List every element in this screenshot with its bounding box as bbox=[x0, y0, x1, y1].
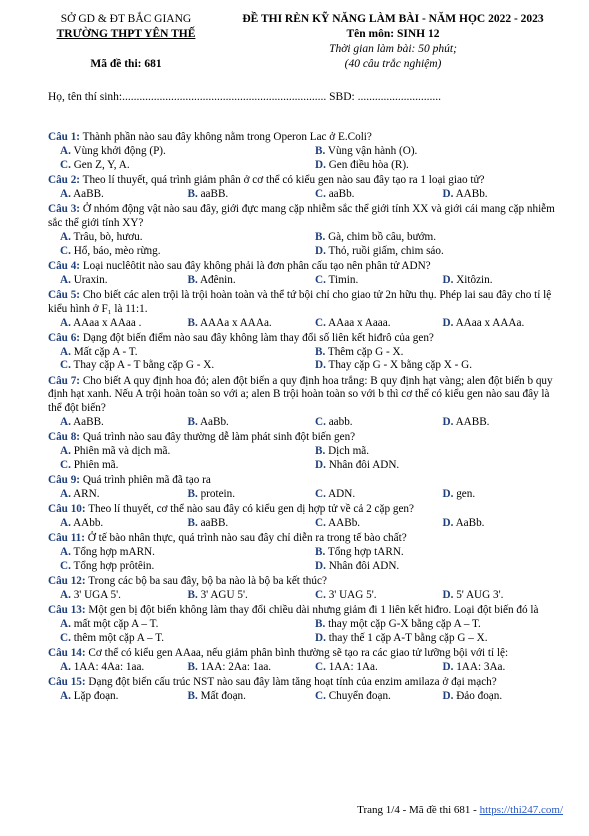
answer-option bbox=[303, 459, 558, 473]
option-text: mất một cặp A – T. bbox=[73, 618, 159, 631]
question-label: Câu 7: bbox=[48, 374, 81, 387]
question-count: (40 câu trắc nghiệm) bbox=[344, 58, 442, 70]
option-text: Thay cặp G - X bằng cặp X - G. bbox=[328, 359, 473, 372]
question-body: Ở tế bào nhân thực, quá trình nào sau đây chỉ diễn ra trong tế bào chất? bbox=[87, 532, 407, 545]
option-text: aaBB. bbox=[200, 517, 229, 530]
question-6 bbox=[48, 332, 558, 374]
answer-option bbox=[48, 159, 303, 173]
question-2 bbox=[48, 174, 558, 202]
option-text: Mất cặp A - T. bbox=[73, 345, 138, 358]
subject-name: Tên môn: SINH 12 bbox=[346, 28, 440, 40]
option-letter: A. bbox=[60, 416, 71, 429]
answer-option bbox=[303, 690, 431, 704]
answer-option bbox=[431, 589, 559, 603]
option-text: ADN. bbox=[328, 488, 356, 501]
option-letter: D. bbox=[442, 589, 454, 602]
question-text bbox=[48, 604, 558, 618]
option-text: aabb. bbox=[328, 416, 353, 429]
option-text: Vùng khởi động (P). bbox=[73, 144, 166, 157]
question-14 bbox=[48, 647, 558, 675]
question-13 bbox=[48, 604, 558, 646]
question-label: Câu 4: bbox=[48, 259, 81, 272]
option-text: 5' AUG 3'. bbox=[456, 589, 504, 602]
header-right bbox=[218, 12, 568, 72]
option-text: Tổng hợp prôtêin. bbox=[73, 560, 155, 573]
option-text: 1AA: 2Aa: 1aa. bbox=[200, 660, 272, 673]
option-letter: D. bbox=[315, 459, 326, 472]
answer-option bbox=[176, 416, 304, 430]
question-label: Câu 15: bbox=[48, 676, 86, 689]
option-letter: A. bbox=[60, 345, 71, 358]
option-text: AaBb. bbox=[199, 416, 229, 429]
answer-option bbox=[48, 546, 303, 560]
option-text: AAaa x AAAa. bbox=[455, 316, 525, 329]
option-letter: C. bbox=[315, 488, 326, 501]
answer-option bbox=[303, 517, 431, 531]
option-letter: C. bbox=[315, 589, 326, 602]
option-text: thêm một cặp A – T. bbox=[73, 631, 165, 644]
answer-option bbox=[303, 274, 431, 288]
question-text bbox=[48, 332, 558, 346]
answer-option bbox=[431, 416, 559, 430]
question-text bbox=[48, 503, 558, 517]
option-text: Chuyển đoạn. bbox=[328, 689, 391, 702]
question-text bbox=[48, 474, 558, 488]
option-letter: D. bbox=[315, 244, 326, 257]
answer-option bbox=[48, 690, 176, 704]
option-letter: B. bbox=[187, 689, 198, 702]
option-letter: B. bbox=[315, 546, 326, 559]
answer-option bbox=[48, 445, 303, 459]
option-letter: A. bbox=[60, 689, 71, 702]
option-letter: D. bbox=[315, 631, 326, 644]
question-body: Một gen bị đột biến không làm thay đổi chiều dài nhưng giảm đi 1 liên kết hiđro. Loại đột biến đó là bbox=[88, 604, 539, 617]
option-letter: C. bbox=[315, 517, 326, 530]
option-text: AABB. bbox=[455, 416, 490, 429]
option-letter: D. bbox=[442, 416, 454, 429]
option-text: Dịch mã. bbox=[328, 445, 370, 458]
answer-option bbox=[303, 359, 558, 373]
answer-option bbox=[48, 589, 176, 603]
question-4 bbox=[48, 260, 558, 288]
student-name-label: Họ, tên thí sinh:....................................................................... bbox=[48, 91, 327, 103]
option-text: Thỏ, ruồi giấm, chim sáo. bbox=[328, 244, 444, 257]
option-text: Hổ, báo, mèo rừng. bbox=[73, 244, 161, 257]
option-letter: A. bbox=[60, 660, 71, 673]
option-text: Gen Z, Y, A. bbox=[73, 158, 130, 171]
option-letter: A. bbox=[60, 187, 71, 200]
question-body: Loại nuclêôtit nào sau đây không phải là đơn phân cấu tạo nên phân tử ADN? bbox=[82, 259, 431, 272]
option-letter: D. bbox=[442, 488, 454, 501]
answer-option bbox=[303, 589, 431, 603]
answer-option bbox=[303, 188, 431, 202]
question-label: Câu 12: bbox=[48, 575, 86, 588]
question-label: Câu 1: bbox=[48, 131, 81, 143]
question-9 bbox=[48, 474, 558, 502]
question-text bbox=[48, 131, 558, 145]
answer-option bbox=[431, 517, 559, 531]
question-text bbox=[48, 647, 558, 661]
question-body: Cho biết các alen trội là trội hoàn toàn và thể tứ bội chỉ cho giao tử 2n hữu thụ. Phép lai sau đây cho tỉ lệ kiểu hình ở F₁ là 11:1. bbox=[48, 288, 552, 315]
school-name: TRƯỜNG THPT YÊN THẾ bbox=[56, 28, 196, 40]
answer-option bbox=[48, 661, 176, 675]
question-body: Trong các bộ ba sau đây, bộ ba nào là bộ ba kết thúc? bbox=[88, 575, 327, 588]
option-text: Gà, chim bồ câu, bướm. bbox=[328, 230, 437, 243]
question-label: Câu 14: bbox=[48, 647, 86, 660]
question-body: Ở nhóm động vật nào sau đây, giới đực mang cặp nhiễm sắc thể giới tính XX và giới cái mang cặp nhiễm sắc thể giới tính XY? bbox=[48, 202, 555, 229]
footer-link[interactable]: https://thi247.com/ bbox=[479, 804, 563, 816]
answer-option bbox=[48, 274, 176, 288]
answer-option bbox=[48, 359, 303, 373]
answer-option bbox=[176, 589, 304, 603]
question-text bbox=[48, 203, 558, 231]
option-letter: B. bbox=[187, 517, 198, 530]
option-text: Xitôzin. bbox=[456, 273, 493, 286]
option-letter: A. bbox=[60, 488, 71, 501]
answer-option bbox=[48, 188, 176, 202]
question-body: Quá trình nào sau đây thường dễ làm phát sinh đột biến gen? bbox=[82, 431, 356, 444]
option-text: Timin. bbox=[328, 273, 359, 286]
option-text: Tổng hợp mARN. bbox=[73, 546, 155, 559]
option-letter: A. bbox=[60, 230, 71, 243]
option-letter: B. bbox=[187, 187, 198, 200]
option-letter: D. bbox=[315, 359, 326, 372]
option-letter: B. bbox=[315, 230, 326, 243]
option-text: 1AA: 4Aa: 1aa. bbox=[73, 660, 145, 673]
option-letter: A. bbox=[60, 273, 71, 286]
answer-option bbox=[48, 632, 303, 646]
option-text: Gen điều hòa (R). bbox=[328, 158, 409, 171]
question-12 bbox=[48, 575, 558, 603]
option-text: AaBb. bbox=[455, 517, 485, 530]
option-text: Mất đoạn. bbox=[200, 689, 246, 702]
sbd-label: SBD: ............................. bbox=[329, 91, 441, 103]
answer-option bbox=[176, 274, 304, 288]
option-text: Trâu, bò, hươu. bbox=[73, 230, 143, 243]
option-letter: A. bbox=[60, 618, 71, 631]
answer-option bbox=[176, 517, 304, 531]
option-text: 1AA: 1Aa. bbox=[328, 660, 378, 673]
option-text: AAbb. bbox=[73, 517, 104, 530]
option-text: Nhân đôi ADN. bbox=[328, 459, 400, 472]
option-letter: D. bbox=[442, 689, 454, 702]
option-letter: D. bbox=[315, 158, 326, 171]
answer-option bbox=[48, 618, 303, 632]
answer-option bbox=[176, 661, 304, 675]
question-label: Câu 11: bbox=[48, 532, 85, 545]
answer-option bbox=[431, 690, 559, 704]
answer-option bbox=[176, 690, 304, 704]
option-letter: C. bbox=[315, 187, 326, 200]
option-text: 3' AGU 5'. bbox=[200, 589, 248, 602]
option-letter: C. bbox=[315, 416, 326, 429]
option-letter: C. bbox=[315, 689, 326, 702]
answer-option bbox=[303, 560, 558, 574]
question-list bbox=[48, 131, 558, 705]
option-letter: C. bbox=[60, 244, 71, 257]
option-text: Đảo đoạn. bbox=[456, 689, 503, 702]
answer-option bbox=[48, 231, 303, 245]
option-letter: A. bbox=[60, 589, 71, 602]
answer-option bbox=[48, 145, 303, 159]
option-text: AABb. bbox=[455, 187, 488, 200]
option-text: Tổng hợp tARN. bbox=[327, 546, 404, 559]
question-label: Câu 10: bbox=[48, 503, 86, 516]
answer-option bbox=[176, 317, 304, 331]
answer-option bbox=[303, 546, 558, 560]
answer-option bbox=[48, 488, 176, 502]
option-text: thay một cặp G-X bằng cặp A – T. bbox=[328, 618, 481, 631]
answer-option bbox=[303, 317, 431, 331]
exam-time: Thời gian làm bài: 50 phút; bbox=[329, 43, 457, 55]
option-letter: B. bbox=[315, 144, 326, 157]
option-text: protein. bbox=[200, 488, 236, 501]
answer-option bbox=[303, 245, 558, 259]
answer-option bbox=[48, 459, 303, 473]
student-info bbox=[48, 91, 441, 103]
option-letter: C. bbox=[315, 660, 326, 673]
option-letter: A. bbox=[60, 546, 71, 559]
question-label: Câu 8: bbox=[48, 431, 81, 444]
question-3 bbox=[48, 203, 558, 259]
option-text: Phiên mã và dịch mã. bbox=[73, 445, 171, 458]
answer-option bbox=[48, 517, 176, 531]
answer-option bbox=[431, 188, 559, 202]
answer-option bbox=[176, 488, 304, 502]
option-letter: B. bbox=[315, 618, 326, 631]
question-5 bbox=[48, 289, 558, 331]
page-footer bbox=[357, 804, 563, 816]
option-text: AAaa x Aaaa. bbox=[328, 316, 391, 329]
option-letter: C. bbox=[60, 359, 71, 372]
question-text bbox=[48, 289, 558, 317]
option-text: Nhân đôi ADN. bbox=[328, 560, 400, 573]
option-text: AAAa x AAAa. bbox=[199, 316, 272, 329]
option-letter: A. bbox=[60, 144, 71, 157]
option-letter: A. bbox=[60, 445, 71, 458]
question-text bbox=[48, 375, 558, 417]
question-label: Câu 3: bbox=[48, 202, 81, 215]
option-text: 3' UAG 5'. bbox=[328, 589, 377, 602]
option-letter: D. bbox=[442, 187, 454, 200]
question-body: Dạng đột biến cấu trúc NST nào sau đây làm tăng hoạt tính của enzim amilaza ở đại mạch? bbox=[88, 676, 497, 689]
header-left bbox=[36, 12, 216, 42]
option-letter: D. bbox=[315, 560, 326, 573]
answer-option bbox=[431, 274, 559, 288]
question-7 bbox=[48, 375, 558, 431]
dept-name: SỞ GD & ĐT BẮC GIANG bbox=[60, 13, 192, 25]
answer-option bbox=[303, 231, 558, 245]
option-text: Vùng vận hành (O). bbox=[327, 144, 418, 157]
answer-option bbox=[303, 445, 558, 459]
option-text: AABb. bbox=[328, 517, 361, 530]
question-text bbox=[48, 174, 558, 188]
option-letter: A. bbox=[60, 517, 71, 530]
answer-option bbox=[303, 488, 431, 502]
option-letter: C. bbox=[60, 158, 71, 171]
question-11 bbox=[48, 532, 558, 574]
answer-option bbox=[431, 317, 559, 331]
answer-option bbox=[48, 560, 303, 574]
question-body: Theo lí thuyết, cơ thể nào sau đây có kiểu gen dị hợp tử về cả 2 cặp gen? bbox=[88, 503, 414, 516]
option-letter: C. bbox=[60, 459, 71, 472]
option-letter: B. bbox=[187, 273, 198, 286]
question-body: Cơ thể có kiểu gen AAaa, nếu giảm phân bình thường sẽ tạo ra các giao tử lưỡng bội với tỉ lệ: bbox=[88, 647, 509, 660]
option-text: Thay cặp A - T bằng cặp G - X. bbox=[73, 359, 215, 372]
question-text bbox=[48, 575, 558, 589]
answer-option bbox=[176, 188, 304, 202]
footer-text: Trang 1/4 - Mã đề thi 681 - bbox=[357, 804, 480, 816]
answer-option bbox=[303, 145, 558, 159]
option-text: ARN. bbox=[73, 488, 100, 501]
answer-option bbox=[48, 416, 176, 430]
option-text: Lặp đoạn. bbox=[73, 689, 119, 702]
option-text: 1AA: 3Aa. bbox=[456, 660, 506, 673]
exam-code: Mã đề thi: 681 bbox=[90, 58, 162, 70]
option-text: Thêm cặp G - X. bbox=[327, 345, 404, 358]
option-letter: C. bbox=[315, 273, 326, 286]
question-label: Câu 13: bbox=[48, 604, 86, 617]
question-10 bbox=[48, 503, 558, 531]
question-text bbox=[48, 260, 558, 274]
option-letter: A. bbox=[60, 316, 71, 329]
question-body: Dạng đột biến điểm nào sau đây không làm thay đổi số liên kết hiđrô của gen? bbox=[82, 331, 434, 344]
option-letter: D. bbox=[442, 517, 454, 530]
option-letter: B. bbox=[187, 416, 198, 429]
question-8 bbox=[48, 431, 558, 473]
option-text: AaBB. bbox=[73, 416, 104, 429]
option-letter: B. bbox=[187, 589, 198, 602]
option-text: Phiên mã. bbox=[73, 459, 119, 472]
option-letter: D. bbox=[442, 273, 454, 286]
question-body: Theo lí thuyết, quá trình giảm phân ở cơ thể có kiểu gen nào sau đây tạo ra 1 loại giao tử? bbox=[82, 173, 485, 186]
option-text: Uraxin. bbox=[73, 273, 108, 286]
option-letter: C. bbox=[315, 316, 326, 329]
option-text: 3' UGA 5'. bbox=[73, 589, 121, 602]
answer-option bbox=[303, 416, 431, 430]
option-letter: D. bbox=[442, 316, 454, 329]
option-letter: B. bbox=[187, 316, 198, 329]
question-body: Quá trình phiên mã đã tạo ra bbox=[82, 474, 211, 487]
question-body: Thành phần nào sau đây không nằm trong Operon Lac ở E.Coli? bbox=[82, 131, 372, 143]
exam-title: ĐỀ THI RÈN KỸ NĂNG LÀM BÀI - NĂM HỌC 2022 - 2023 bbox=[242, 13, 544, 25]
question-text bbox=[48, 676, 558, 690]
question-label: Câu 9: bbox=[48, 474, 81, 487]
option-letter: D. bbox=[442, 660, 454, 673]
answer-option bbox=[303, 346, 558, 360]
answer-option bbox=[48, 245, 303, 259]
question-text bbox=[48, 431, 558, 445]
option-letter: B. bbox=[187, 488, 198, 501]
option-text: Ađênin. bbox=[199, 273, 236, 286]
option-text: AaBB. bbox=[73, 187, 104, 200]
option-letter: B. bbox=[315, 445, 326, 458]
option-text: aaBB. bbox=[200, 187, 229, 200]
option-text: gen. bbox=[456, 488, 476, 501]
answer-option bbox=[431, 488, 559, 502]
answer-option bbox=[303, 618, 558, 632]
question-15 bbox=[48, 676, 558, 704]
answer-option bbox=[48, 346, 303, 360]
option-letter: B. bbox=[315, 345, 326, 358]
option-text: aaBb. bbox=[328, 187, 355, 200]
option-letter: C. bbox=[60, 631, 71, 644]
option-letter: C. bbox=[60, 560, 71, 573]
option-text: AAaa x AAaa . bbox=[73, 316, 142, 329]
question-label: Câu 6: bbox=[48, 331, 81, 344]
answer-option bbox=[48, 317, 176, 331]
answer-option bbox=[303, 632, 558, 646]
answer-option bbox=[303, 661, 431, 675]
question-body: Cho biết A quy định hoa đỏ; alen đột biến a quy định hoa trắng: B quy định hạt vàng; alen đột biến b quy định hạt xanh. Nếu A trội hoàn toàn so với a; alen B trội hoàn toàn so với b thì cơ thể có kiểu gen nào sau đây là thể đột biến? bbox=[48, 374, 553, 415]
option-letter: B. bbox=[187, 660, 198, 673]
answer-option bbox=[431, 661, 559, 675]
question-label: Câu 2: bbox=[48, 173, 81, 186]
question-text bbox=[48, 532, 558, 546]
answer-option bbox=[303, 159, 558, 173]
option-text: thay thế 1 cặp A-T bằng cặp G – X. bbox=[328, 631, 488, 644]
question-1 bbox=[48, 131, 558, 173]
question-label: Câu 5: bbox=[48, 288, 81, 301]
